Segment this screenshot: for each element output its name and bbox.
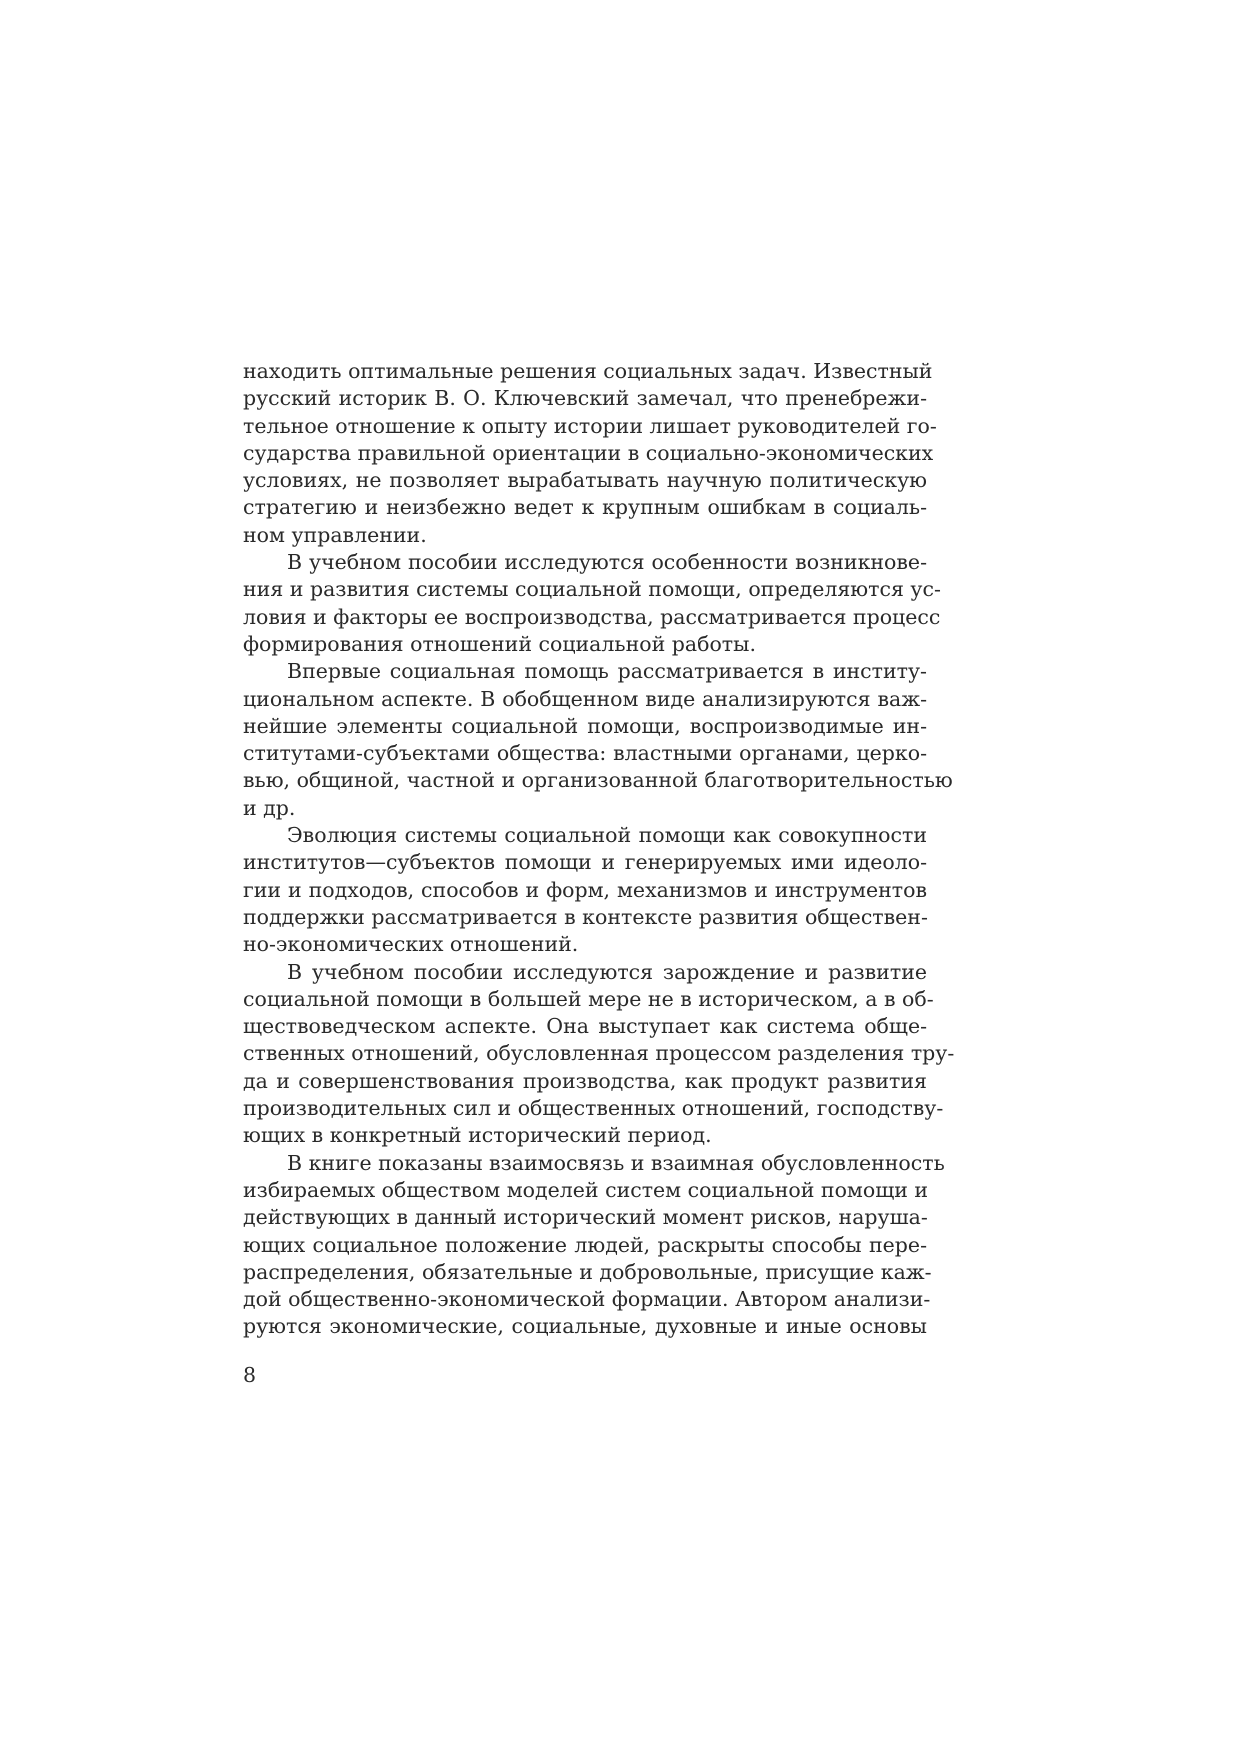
- text-line: избираемых обществом моделей систем социальной помощи и: [243, 1177, 929, 1202]
- text-line: дой общественно-экономической формации. Автором анализи-: [243, 1287, 931, 1312]
- text-line: да и совершенствования производства, как продукт развития: [243, 1068, 927, 1093]
- paragraph: [243, 549, 941, 658]
- body-text: [243, 358, 955, 1341]
- text-line: В книге показаны взаимосвязь и взаимная обусловленность: [287, 1150, 945, 1175]
- text-line: ния и развития системы социальной помощи, определяются ус-: [243, 577, 941, 602]
- text-line: ститутами-субъектами общества: властными органами, церко-: [243, 741, 927, 766]
- text-line: действующих в данный исторический момент рисков, наруша-: [243, 1205, 928, 1230]
- paragraph: [243, 959, 955, 1150]
- text-line: стратегию и неизбежно ведет к крупным ошибкам в социаль-: [243, 495, 927, 520]
- text-line: Впервые социальная помощь рассматривается в институ-: [287, 659, 927, 684]
- text-line: В учебном пособии исследуются особенности возникнове-: [287, 550, 927, 575]
- text-line: но-экономических отношений.: [243, 932, 579, 957]
- text-line: Эволюция системы социальной помощи как совокупности: [287, 823, 927, 848]
- text-line: социальной помощи в большей мере не в историческом, а в об-: [243, 986, 934, 1011]
- text-line: производительных сил и общественных отношений, господству-: [243, 1096, 944, 1121]
- paragraph: [243, 658, 953, 822]
- text-line: В учебном пособии исследуются зарождение и развитие: [287, 959, 927, 984]
- text-line: вью, общиной, частной и организованной благотворительностью: [243, 768, 953, 793]
- text-line: ющих в конкретный исторический период.: [243, 1123, 712, 1148]
- text-line: нейшие элементы социальной помощи, воспроизводимые ин-: [243, 713, 927, 738]
- text-line: ном управлении.: [243, 522, 427, 547]
- text-line: институтов—субъектов помощи и генерируемых ими идеоло-: [243, 850, 927, 875]
- text-line: ственных отношений, обусловленная процессом разделения тру-: [243, 1041, 955, 1066]
- text-line: распределения, обязательные и добровольные, присущие каж-: [243, 1259, 932, 1284]
- text-line: руются экономические, социальные, духовные и иные основы: [243, 1314, 927, 1339]
- paragraph: [243, 822, 927, 958]
- text-line: поддержки рассматривается в контексте развития обществен-: [243, 904, 928, 929]
- page-number: 8: [243, 1363, 257, 1387]
- paragraph: [243, 1150, 945, 1341]
- text-line: циональном аспекте. В обобщенном виде анализируются важ-: [243, 686, 927, 711]
- text-line: гии и подходов, способов и форм, механизмов и инструментов: [243, 877, 927, 902]
- text-line: формирования отношений социальной работы.: [243, 631, 756, 656]
- text-line: и др.: [243, 795, 296, 820]
- text-line: тельное отношение к опыту истории лишает руководителей го-: [243, 413, 937, 438]
- paragraph: [243, 358, 937, 549]
- text-line: русский историк В. О. Ключевский замечал, что пренебрежи-: [243, 386, 927, 411]
- text-line: ющих социальное положение людей, раскрыты способы пере-: [243, 1232, 927, 1257]
- text-line: сударства правильной ориентации в социально-экономических: [243, 440, 934, 465]
- text-line: ловия и факторы ее воспроизводства, рассматривается процесс: [243, 604, 941, 629]
- text-line: условиях, не позволяет вырабатывать научную политическую: [243, 468, 927, 493]
- text-line: находить оптимальные решения социальных задач. Известный: [243, 359, 933, 383]
- text-line: ществоведческом аспекте. Она выступает как система обще-: [243, 1014, 927, 1039]
